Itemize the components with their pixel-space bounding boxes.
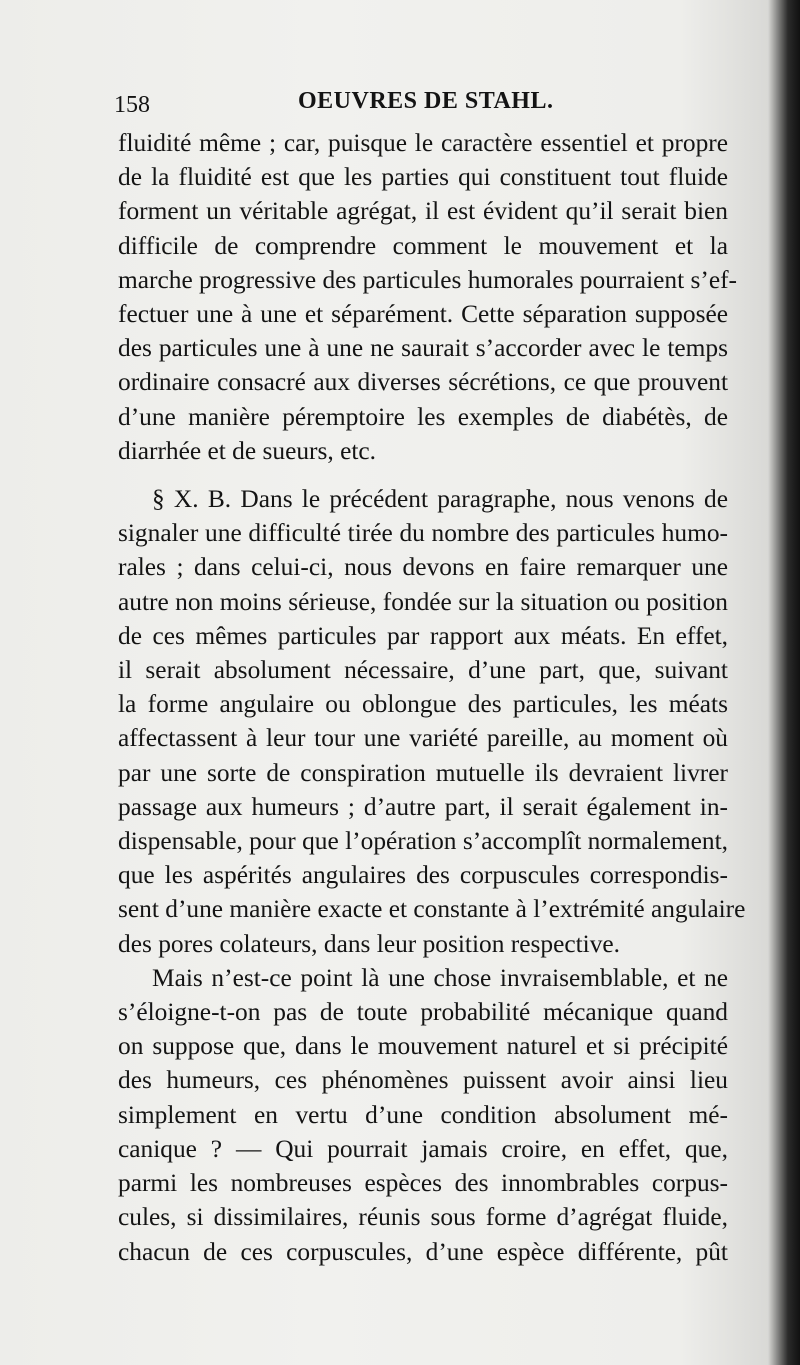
text-line: la forme angulaire ou oblongue des particules, les méats	[118, 690, 728, 719]
text-line: affectassent à leur tour une variété pareille, au moment où	[118, 724, 728, 753]
running-title: OEUVRES DE STAHL.	[298, 88, 554, 114]
text-line: de la fluidité est que les parties qui constituent tout fluide	[118, 163, 728, 192]
text-line: signaler une difficulté tirée du nombre des particules humo-	[118, 519, 728, 548]
text-line: ordinaire consacré aux diverses sécrétions, ce que prouvent	[118, 368, 728, 397]
page-number: 158	[114, 92, 150, 118]
text-line: il serait absolument nécessaire, d’une part, que, suivant	[118, 656, 728, 685]
paragraph-2	[118, 482, 746, 961]
text-line: des humeurs, ces phénomènes puissent avoir ainsi lieu	[118, 1066, 728, 1095]
text-line: s’éloigne-t-on pas de toute probabilité mécanique quand	[118, 998, 728, 1027]
text-line: autre non moins sérieuse, fondée sur la situation ou position	[118, 587, 728, 616]
text-line: de ces mêmes particules par rapport aux méats. En effet,	[118, 621, 728, 650]
text-line: diarrhée et de sueurs, etc.	[118, 436, 377, 465]
text-line: des particules une à une ne saurait s’accorder avec le temps	[118, 334, 728, 363]
text-line: cules, si dissimilaires, réunis sous forme d’agrégat fluide,	[118, 1203, 728, 1232]
text-line: que les aspérités angulaires des corpuscules correspondis-	[118, 861, 728, 890]
page-header	[114, 82, 728, 126]
text-line: des pores colateurs, dans leur position respective.	[118, 929, 621, 958]
text-line: par une sorte de conspiration mutuelle ils devraient livrer	[118, 758, 728, 787]
text-line: fectuer une à une et séparément. Cette séparation supposée	[118, 300, 728, 329]
text-line: passage aux humeurs ; d’autre part, il serait également in-	[118, 792, 728, 821]
text-line: difficile de comprendre comment le mouvement et la	[118, 231, 728, 260]
text-line: marche progressive des particules humorales pourraient s’ef-	[118, 265, 738, 294]
text-line: parmi les nombreuses espèces des innombrables corpus-	[118, 1169, 728, 1198]
text-line: simplement en vertu d’une condition absolument mé-	[118, 1100, 728, 1129]
text-line: canique ? — Qui pourrait jamais croire, en effet, que,	[118, 1134, 728, 1163]
text-line: dispensable, pour que l’opération s’accomplît normalement,	[118, 827, 728, 856]
text-line: fluidité même ; car, puisque le caractère essentiel et propre	[118, 129, 728, 157]
paragraph-3	[118, 961, 728, 1269]
page-content	[114, 82, 746, 1269]
text-line: chacun de ces corpuscules, d’une espèce différente, pût	[118, 1237, 728, 1266]
text-line: on suppose que, dans le mouvement naturel et si précipité	[118, 1032, 728, 1061]
text-line: rales ; dans celui-ci, nous devons en faire remarquer une	[118, 553, 728, 582]
text-line: § X. B. Dans le précédent paragraphe, nous venons de	[152, 485, 728, 514]
text-line: Mais n’est-ce point là une chose invraisemblable, et ne	[152, 963, 728, 992]
text-line: sent d’une manière exacte et constante à l’extrémité angulaire	[118, 895, 746, 924]
text-line: d’une manière péremptoire les exemples de diabétès, de	[118, 402, 728, 431]
paragraph-gap	[118, 468, 728, 482]
text-line: forment un véritable agrégat, il est évident qu’il serait bien	[118, 197, 728, 226]
paragraph-1	[118, 126, 738, 468]
